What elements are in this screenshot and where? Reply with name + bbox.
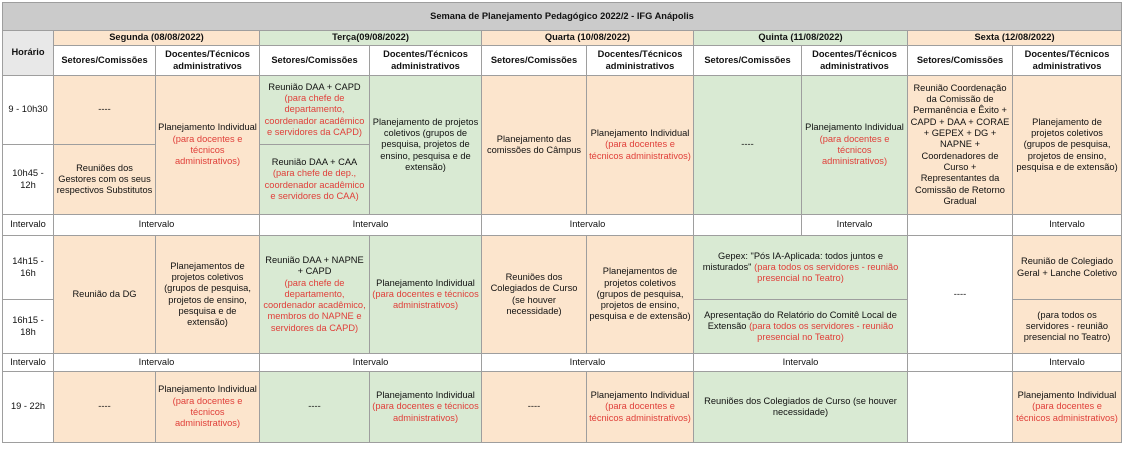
activity-note: (para docentes e técnicos administrativos) (372, 288, 479, 311)
colegiado-geral-cell: Reunião de Colegiado Geral + Lanche Coletivo (1013, 236, 1122, 300)
relatorio-cell (694, 300, 908, 354)
time-slot: 19 - 22h (3, 372, 54, 443)
day-header-quarta: Quarta (10/08/2022) (482, 31, 694, 46)
intervalo-cell: Intervalo (694, 354, 908, 372)
reuniao-dg-cell: Reunião da DG (54, 236, 156, 354)
time-slot: 16h15 - 18h (3, 300, 54, 354)
activity-title: Planejamento Individual (376, 390, 475, 400)
empty-cell (908, 354, 1013, 372)
day-header-sexta: Sexta (12/08/2022) (908, 31, 1122, 46)
activity-note: (para docentes e técnicos administrativos) (819, 133, 890, 167)
intervalo-cell: Intervalo (260, 354, 482, 372)
horario-header: Horário (3, 31, 54, 76)
activity-title: Planejamento Individual (158, 122, 257, 133)
time-slot: Intervalo (3, 354, 54, 372)
activity-title: Planejamento Individual (805, 122, 904, 133)
empty-cell (694, 215, 802, 236)
empty-cell: ---- (260, 372, 370, 443)
sub-header-setores: Setores/Comissões (908, 46, 1013, 76)
sub-header-docentes: Docentes/Técnicos administrativos (370, 46, 482, 76)
activity-note: (para docentes e técnicos administrativos) (172, 395, 243, 429)
plan-individual-cell (370, 236, 482, 354)
intervalo-cell: Intervalo (54, 354, 260, 372)
empty-cell (908, 372, 1013, 443)
empty-cell: ---- (482, 372, 587, 443)
plan-individual-cell (370, 372, 482, 443)
empty-cell: ---- (54, 76, 156, 145)
colegiado-note-cell: (para todos os servidores - reunião presencial no Teatro) (1013, 300, 1122, 354)
plan-individual-cell (802, 76, 908, 215)
sub-header-docentes: Docentes/Técnicos administrativos (156, 46, 260, 76)
activity-title: Planejamento Individual (590, 390, 690, 400)
intervalo-cell: Intervalo (1013, 354, 1122, 372)
activity-note: (para docentes e técnicos administrativos) (589, 401, 691, 423)
activity-note: (para docentes e técnicos administrativos) (372, 401, 479, 423)
plan-coletivo-cell: Planejamento de projetos coletivos (grupos de pesquisa, projetos de ensino, pesquisa e de extensão) (1013, 76, 1122, 215)
coordenacao-cell: Reunião Coordenação da Comissão de Permanência e Êxito + CAPD + DAA + CORAE + GEPEX + DG + NAPNE + Coordenadores de Curso + Representantes da Comissão de Retorno Gradual (908, 76, 1013, 215)
colegiados-cell: Reuniões dos Colegiados de Curso (se houver necessidade) (482, 236, 587, 354)
plan-coletivo-cell: Planejamentos de projetos coletivos (grupos de pesquisa, projetos de ensino, pesquisa e de extensão) (156, 236, 260, 354)
colegiados-cell: Reuniões dos Colegiados de Curso (se houver necessidade) (694, 372, 908, 443)
sub-header-setores: Setores/Comissões (260, 46, 370, 76)
activity-note: (para docentes e técnicos administrativos) (1016, 401, 1118, 423)
sub-header-docentes: Docentes/Técnicos administrativos (587, 46, 694, 76)
activity-title: Reunião DAA + CAA (271, 156, 358, 167)
page-title: Semana de Planejamento Pedagógico 2022/2 - IFG Anápolis (3, 3, 1122, 31)
activity-note: (para chefe de departamento, coordenador acadêmico e servidores da CAPD) (264, 93, 365, 137)
activity-title: Planejamento Individual (158, 384, 257, 395)
activity-note: (para todos os servidores - reunião presencial no Teatro) (754, 261, 899, 284)
plan-coletivo-cell: Planejamento de projetos coletivos (grupos de pesquisa, projetos de ensino, pesquisa e de extensão) (370, 76, 482, 215)
sub-header-setores: Setores/Comissões (54, 46, 156, 76)
activity-title: Planejamento Individual (1017, 390, 1117, 400)
intervalo-cell: Intervalo (54, 215, 260, 236)
empty-cell (908, 215, 1013, 236)
activity-note: (para chefe de dep., coordenador acadêmico e servidores do CAA) (264, 168, 365, 201)
activity-title: Planejamento Individual (376, 277, 475, 288)
empty-cell: ---- (54, 372, 156, 443)
time-slot: 14h15 - 16h (3, 236, 54, 300)
plan-individual-cell (1013, 372, 1122, 443)
daa-capd-cell (260, 76, 370, 145)
sub-header-setores: Setores/Comissões (482, 46, 587, 76)
plan-coletivo-cell: Planejamentos de projetos coletivos (grupos de pesquisa, projetos de ensino, pesquisa e de extensão) (587, 236, 694, 354)
intervalo-cell: Intervalo (802, 215, 908, 236)
schedule-table (2, 2, 1122, 443)
activity-note: (para chefe de departamento, coordenador acadêmico, membros do NAPNE e servidores da CAPD) (263, 277, 366, 333)
plan-individual-cell (587, 372, 694, 443)
daa-napne-cell (260, 236, 370, 354)
day-header-quinta: Quinta (11/08/2022) (694, 31, 908, 46)
sub-header-docentes: Docentes/Técnicos administrativos (802, 46, 908, 76)
time-slot: Intervalo (3, 215, 54, 236)
empty-cell: ---- (694, 76, 802, 215)
gepex-cell (694, 236, 908, 300)
gestores-cell: Reuniões dos Gestores com os seus respectivos Substitutos (54, 145, 156, 215)
daa-caa-cell (260, 145, 370, 215)
intervalo-cell: Intervalo (1013, 215, 1122, 236)
activity-title: Reunião DAA + NAPNE + CAPD (265, 254, 364, 277)
activity-title: Apresentação do Relatório do Comitê Local de Extensão (704, 309, 897, 331)
day-header-segunda: Segunda (08/08/2022) (54, 31, 260, 46)
sub-header-docentes: Docentes/Técnicos administrativos (1013, 46, 1122, 76)
activity-note: (para docentes e técnicos administrativos) (172, 133, 243, 167)
plan-individual-cell (587, 76, 694, 215)
time-slot: 10h45 - 12h (3, 145, 54, 215)
activity-title: Gepex: "Pós IA-Aplicada: todos juntos e misturados" (702, 250, 884, 272)
day-header-terca: Terça(09/08/2022) (260, 31, 482, 46)
plan-comissoes-cell: Planejamento das comissões do Câmpus (482, 76, 587, 215)
activity-title: Reunião DAA + CAPD (268, 81, 361, 92)
sub-header-setores: Setores/Comissões (694, 46, 802, 76)
time-slot: 9 - 10h30 (3, 76, 54, 145)
intervalo-cell: Intervalo (260, 215, 482, 236)
plan-individual-cell (156, 372, 260, 443)
plan-individual-cell (156, 76, 260, 215)
intervalo-cell: Intervalo (482, 354, 694, 372)
empty-cell: ---- (908, 236, 1013, 354)
activity-note: (para docentes e técnicos administrativos) (589, 139, 691, 161)
intervalo-cell: Intervalo (482, 215, 694, 236)
activity-note: (para todos os servidores - reunião presencial no Teatro) (749, 320, 894, 343)
activity-title: Planejamento Individual (590, 128, 690, 138)
